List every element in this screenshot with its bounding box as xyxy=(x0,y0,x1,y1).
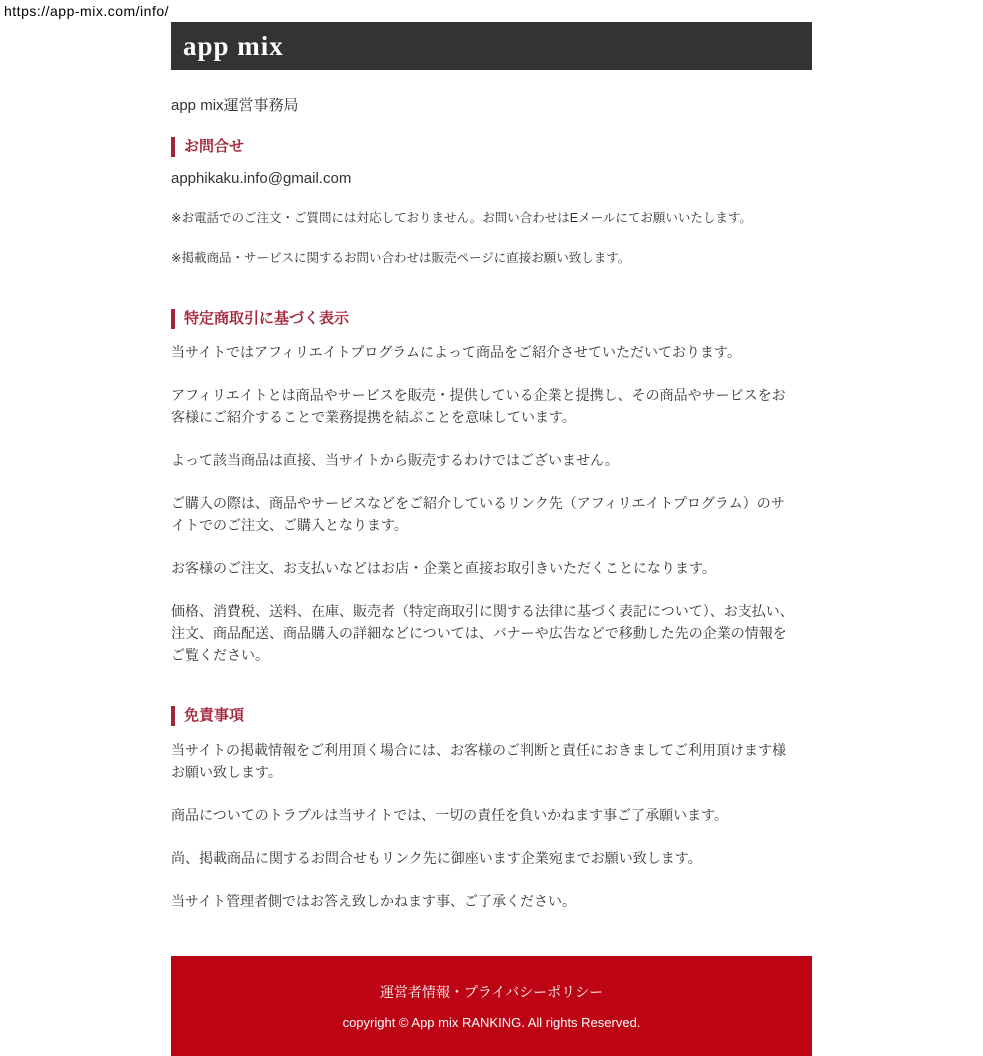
contact-note-products: ※掲載商品・サービスに関するお問い合わせは販売ページに直接お願い致します。 xyxy=(171,250,631,265)
disclaimer-paragraph: 当サイト管理者側ではお答え致しかねます事、ご了承ください。 xyxy=(171,892,577,909)
disclaimer-section-heading: 免責事項 xyxy=(171,706,812,726)
footer-privacy-policy-link[interactable]: 運営者情報・プライバシーポリシー xyxy=(379,983,604,1000)
commerce-paragraph: お客様のご注文、お支払いなどはお店・企業と直接お取引きいただくことになります。 xyxy=(171,560,716,577)
commerce-paragraph: 価格、消費税、送料、在庫、販売者（特定商取引に関する法律に基づく表記について）、お支払い、注文、商品配送、商品購入の詳細などについては、バナーや広告などで移動した先の企業の情報をご覧ください。 xyxy=(171,603,794,664)
contact-section-heading: お問合せ xyxy=(171,137,812,157)
contact-email: apphikaku.info@gmail.com xyxy=(171,170,352,187)
disclaimer-paragraph: 商品についてのトラブルは当サイトでは、一切の責任を負いかねます事ご了承願います。 xyxy=(171,806,729,823)
commerce-paragraph: アフィリエイトとは商品やサービスを販売・提供している企業と提携し、その商品やサービスをお客様にご紹介することで業務提携を結ぶことを意味しています。 xyxy=(171,387,786,426)
site-logo[interactable]: app mix xyxy=(183,30,284,61)
site-operator-label: app mix運営事務局 xyxy=(171,97,299,114)
commerce-paragraph: よって該当商品は直接、当サイトから販売するわけではございません。 xyxy=(171,452,619,469)
site-header xyxy=(171,22,812,70)
page-url: https://app-mix.com/info/ xyxy=(4,3,170,19)
content-column xyxy=(171,0,812,1056)
commerce-paragraph: ご購入の際は、商品やサービスなどをご紹介しているリンク先（アフィリエイトプログラム）のサイトでのご注文、ご購入となります。 xyxy=(171,495,785,534)
footer-copyright: copyright © App mix RANKING. All rights Reserved. xyxy=(342,1014,641,1030)
contact-note-phone: ※お電話でのご注文・ご質問には対応しておりません。お問い合わせはEメールにてお願いいたします。 xyxy=(171,211,752,225)
disclaimer-paragraph: 尚、掲載商品に関するお問合せもリンク先に御座います企業宛までお願い致します。 xyxy=(171,849,702,866)
commerce-paragraph: 当サイトではアフィリエイトプログラムによって商品をご紹介させていただいております。 xyxy=(171,344,741,361)
disclaimer-paragraph: 当サイトの掲載情報をご利用頂く場合には、お客様のご判断と責任におきましてご利用頂けます様お願い致します。 xyxy=(171,741,787,780)
site-footer xyxy=(171,956,812,1056)
commerce-section-heading: 特定商取引に基づく表示 xyxy=(171,309,812,329)
